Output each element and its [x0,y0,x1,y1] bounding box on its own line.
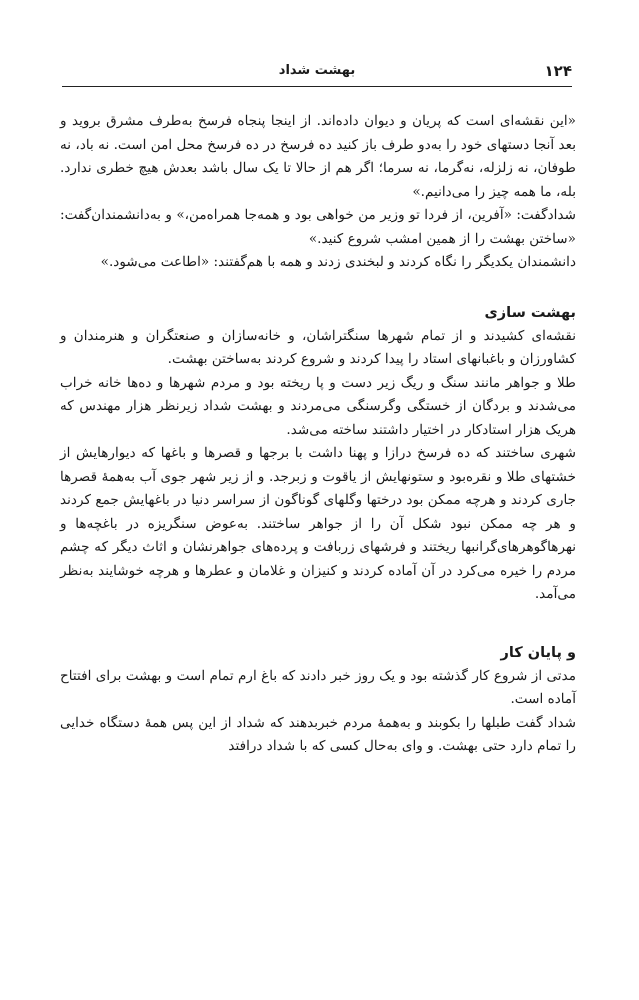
paragraph: شداد گفت طبلها را بکوبند و به‌همهٔ مردم خبربدهند که شداد از این پس همهٔ دستگاه خدایی را تمام دارد حتی بهشت. و وای به‌حال کسی که با شداد درافتد [60,714,576,754]
paragraph: شدادگفت: «آفرین، از فردا تو وزیر من خواهی بود و همه‌جا همراه‌من،» و به‌دانشمندان‌گفت: «ساختن بهشت را از همین امشب شروع کنید.» [60,207,576,247]
section-heading: بهشت سازی [484,304,576,321]
paragraph: نقشه‌ای کشیدند و از تمام شهرها سنگتراشان، و خانه‌سازان و صنعتگران و هنرمندان و کشاورزان و باغبانهای استاد را پیدا کردند و شروع کردند به‌ساختن بهشت. [60,327,576,367]
paragraph: طلا و جواهر مانند سنگ و ریگ زیر دست و پا ریخته بود و مردم شهرها و ده‌ها خانه خراب می‌شدند و بردگان از خستگی وگرسنگی می‌مردند و بهشت شداد زیرنظر هزار مهندس که هریک هزار استادکار در اختیار داشتند ساخته می‌شد. [60,374,576,438]
section-spacer [60,275,576,301]
section-spacer [60,607,576,641]
paragraph: «این نقشه‌ای است که پریان و دیوان داده‌اند. از اینجا پنجاه فرسخ به‌طرف مشرق بروید و بعد آنجا دستهای خود را به‌دو طرف باز کنید ده فرسخ در ده فرسخ محل امن است. نه باد، نه طوفان، نه زلزله، نه‌گرما، نه سرما؛ اگر هم از حالا تا یک سال باشد بعدش هیچ خطری ندارد. بله، ما همه چیز را می‌دانیم.» [60,113,576,200]
page-header [62,60,572,87]
section-heading: و پایان کار [500,644,576,661]
page-number: ۱۲۴ [544,62,572,80]
page-body [60,110,576,759]
paragraph: دانشمندان یکدیگر را نگاه کردند و لبخندی زدند و همه با هم‌گفتند: «اطاعت می‌شود.» [100,254,576,270]
paragraph: مدتی از شروع کار گذشته بود و یک روز خبر دادند که باغ ارم تمام است و بهشت برای افتتاح آماده است. [60,667,576,707]
running-head: بهشت شداد [278,63,356,78]
paragraph: شهری ساختند که ده فرسخ درازا و پهنا داشت با برجها و قصرها و باغها که دیوارهایش از خشتهای طلا و نقره‌بود و ستونهایش از یاقوت و زبرجد. و از زیر شهر جوی آب به‌همهٔ قصرها جاری کردند و هرچه ممکن بود درختها وگلهای گوناگون از سراسر دنیا در باغهایش جمع کردند و هر چه ممکن نبود شکل آن را از جواهر ساختند. به‌عوض سنگریزه در باغچه‌ها و نهرهاگوهرهای‌گرانبها ریختند و فرشهای زربافت و پرده‌های جواهرنشان و اثاث دیگر که چشم مردم را خیره می‌کرد در آن آماده کردند و کنیزان و غلامان و عطرها و هرچه خوشایند به‌نظر می‌آمد. [60,445,576,602]
